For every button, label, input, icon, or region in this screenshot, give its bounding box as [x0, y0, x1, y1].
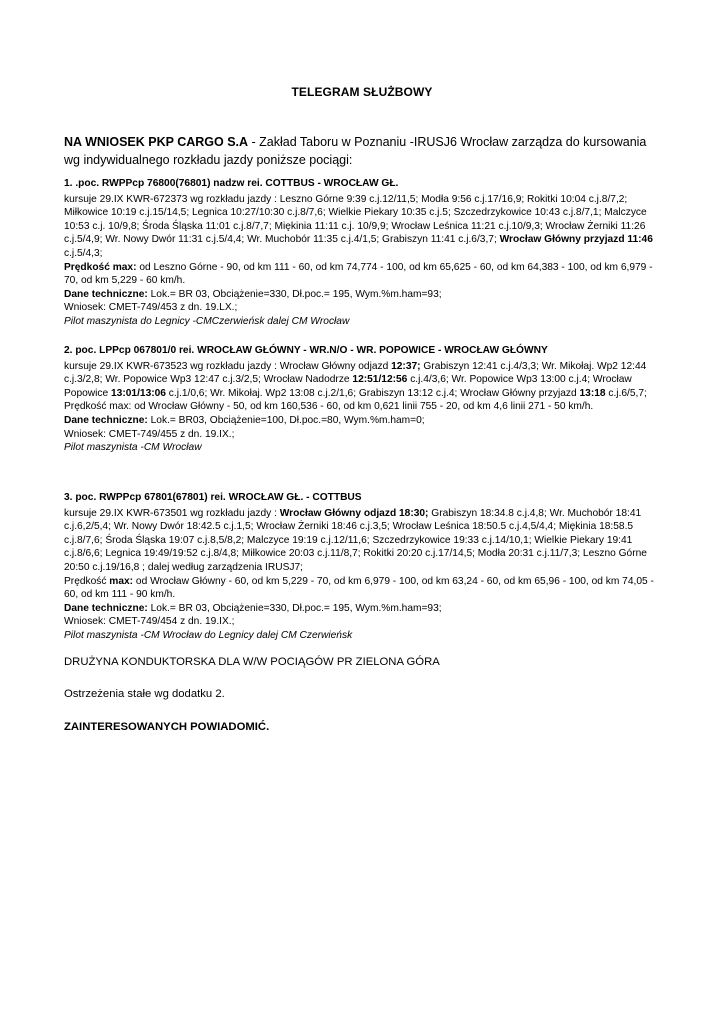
train-speed: Prędkość max: od Wrocław Główny - 50, od km 160,536 - 60, od km 0,621 linii 755 - 20, od km 4,6 linii 271 - 50 km/h. — [64, 401, 594, 413]
schedule-text: kursuje 29.IX KWR-672373 wg rozkładu jazdy : Leszno Górne 9:39 c.j.12/11,5; Modła 9:56 c.j.17/16,9; Rokitki 10:04 c.j.8/7,2; Miłkowice 10:19 c.j.15/14,5; Legnica 10:27/10:30 c.j.8/7,6; Wielkie Piekary 10:35 c.j.5; Szczedrzykowice 10:43 c.j.8/7,1; Malczyce 10:53 c.j. 10/9,8; Środa Śląska 11:01 c.j.8/7,7; Miękinia 11:11 c.j. 10/9,9; Wrocław Leśnica 11:21 c.j.10/9,3; Wrocław Żerniki 11:26 c.j.5/4,9; Wr. Nowy Dwór 11:31 c.j.5/4,4; Wr. Muchobór 11:35 c.j.4/1,5; Grabiszyn 11:41 c.j.6/3,7; — [64, 193, 647, 246]
schedule-highlight: Wrocław Główny odjazd 18:30; — [279, 507, 429, 519]
document-title: TELEGRAM SŁUŻBOWY — [291, 85, 433, 99]
train-pilot: Pilot maszynista -CM Wrocław — [64, 442, 202, 454]
schedule-highlight: 13:01/13:06 — [111, 387, 166, 399]
train-request: Wniosek: CMET-749/454 z dn. 19.IX.; — [64, 616, 235, 628]
intro-lead: NA WNIOSEK PKP CARGO S.A — [64, 135, 249, 149]
warnings-note: Ostrzeżenia stałe wg dodatku 2. — [64, 688, 225, 700]
train-schedule — [64, 507, 664, 575]
schedule-text: c.j.4/3,6; Wr. Popowice Wp3 13:00 c.j.4; Wrocław Popowice — [64, 374, 632, 399]
intro-paragraph — [64, 133, 664, 169]
train-heading: 3. poc. RWPPcp 67801(67801) rei. WROCŁAW GŁ. - COTTBUS — [64, 492, 362, 503]
schedule-text: Grabiszyn 18:34.8 c.j.4,8; Wr. Muchobór 18:41 c.j.6,2/5,4; Wr. Nowy Dwór 18:42.5 c.j.1,5; Wrocław Żerniki 18:46 c.j.3,5; Wrocław Leśnica 18:50.5 c.j.4,5/4,4; Miękinia 18:58.5 c.j.8/7,6; Środa Śląska 19:07 c.j.8,5/8,2; Malczyce 19:19 c.j.12/11,6; Szczedrzykowice 19:33 c.j.14/10,1; Wielkie Piekary 19:41 c.j.8/6,6; Legnica 19:49/19:52 c.j.8/4,8; Miłkowice 20:03 c.j.11/8,7; Rokitki 20:20 c.j.17/14,5; Modła 20:31 c.j.11/7,3; Leszno Górne 20:50 c.j.19/16,8 ; dalej według zarządzenia IRUSJ7; — [64, 507, 647, 573]
train-request: Wniosek: CMET-749/455 z dn. 19.IX.; — [64, 428, 235, 440]
crew-note: DRUŻYNA KONDUKTORSKA DLA W/W POCIĄGÓW PR ZIELONA GÓRA — [64, 656, 440, 668]
technical-text: Lok.= BR 03, Obciążenie=330, Dł.poc.= 195, Wym.%m.ham=93; — [147, 602, 442, 614]
train-request: Wniosek: CMET-749/453 z dn. 19.LX.; — [64, 302, 238, 314]
train-heading: 1. .poc. RWPPcp 76800(76801) nadzw rei. COTTBUS - WROCŁAW GŁ. — [64, 178, 399, 189]
train-schedule — [64, 360, 664, 401]
schedule-highlight: 12:37; — [391, 360, 421, 372]
train-pilot: Pilot maszynista -CM Wrocław do Legnicy dalej CM Czerwieńsk — [64, 629, 353, 641]
schedule-highlight: 13:18 — [579, 387, 606, 399]
technical-label: Dane techniczne: — [64, 414, 148, 426]
train-heading: 2. poc. LPPcp 067801/0 rei. WROCŁAW GŁÓWNY - WR.N/O - WR. POPOWICE - WROCŁAW GŁÓWNY — [64, 345, 548, 356]
technical-text: Lok.= BR 03, Obciążenie=330, Dł.poc.= 195, Wym.%m.ham=93; — [147, 288, 442, 300]
speed-label: max: — [109, 575, 134, 587]
train-section-3 — [64, 491, 664, 643]
speed-label: Prędkość max: — [64, 261, 137, 273]
schedule-highlight: Wrocław Główny przyjazd 11:46 — [499, 234, 653, 246]
speed-text: od Wrocław Główny - 60, od km 5,229 - 70, od km 6,979 - 100, od km 63,24 - 60, od km 65,96 - 100, od km 74,05 - 60, od km 111 - 90 km/h. — [64, 575, 654, 601]
train-technical — [64, 288, 664, 302]
schedule-text: kursuje 29.IX KWR-673501 wg rozkładu jazdy : — [64, 507, 280, 519]
schedule-text: Grabiszyn 12:41 c.j.4/3,3; Wr. Mikołaj. Wp2 12:44 c.j.3/2,8; Wr. Popowice Wp3 12:47 c.j.3/2,5; Wrocław Nadodrze — [64, 360, 647, 386]
schedule-text: kursuje 29.IX KWR-673523 wg rozkładu jazdy : Wrocław Główny odjazd — [64, 360, 392, 372]
schedule-text: c.j.6/5,7; — [605, 387, 647, 399]
notify-note: ZAINTERESOWANYCH POWIADOMIĆ. — [64, 721, 270, 733]
schedule-text: c.j.5/4,3; — [64, 247, 103, 259]
train-section-2 — [64, 344, 664, 455]
technical-text: Lok.= BR03, Obciążenie=100, Dł.poc.=80, Wym.%m.ham=0; — [147, 414, 425, 426]
schedule-highlight: 12:51/12:56 — [352, 374, 408, 386]
intro-text: - Zakład Taboru w Poznaniu -IRUSJ6 Wrocław zarządza do kursowania wg indywidualnego rozkładu jazdy poniższe pociągi: — [64, 135, 647, 167]
speed-text: od Leszno Górne - 90, od km 111 - 60, od km 74,774 - 100, od km 65,625 - 60, od km 64,383 - 100, od km 6,979 - 70, od km 5,229 - 60 km/h. — [64, 261, 653, 287]
train-pilot: Pilot maszynista do Legnicy -CMCzerwieńsk dalej CM Wrocław — [64, 315, 350, 327]
train-technical — [64, 414, 664, 428]
train-section-1 — [64, 177, 664, 329]
technical-label: Dane techniczne: — [64, 288, 148, 300]
technical-label: Dane techniczne: — [64, 602, 148, 614]
train-technical — [64, 602, 664, 616]
train-schedule — [64, 193, 664, 261]
train-speed — [64, 261, 664, 288]
schedule-text: c.j.1/0,6; Wr. Mikołaj. Wp2 13:08 c.j.2/1,6; Grabiszyn 13:12 c.j.4; Wrocław Główny przyjazd — [165, 387, 580, 399]
train-speed — [64, 575, 664, 602]
speed-prefix: Prędkość — [64, 575, 110, 587]
